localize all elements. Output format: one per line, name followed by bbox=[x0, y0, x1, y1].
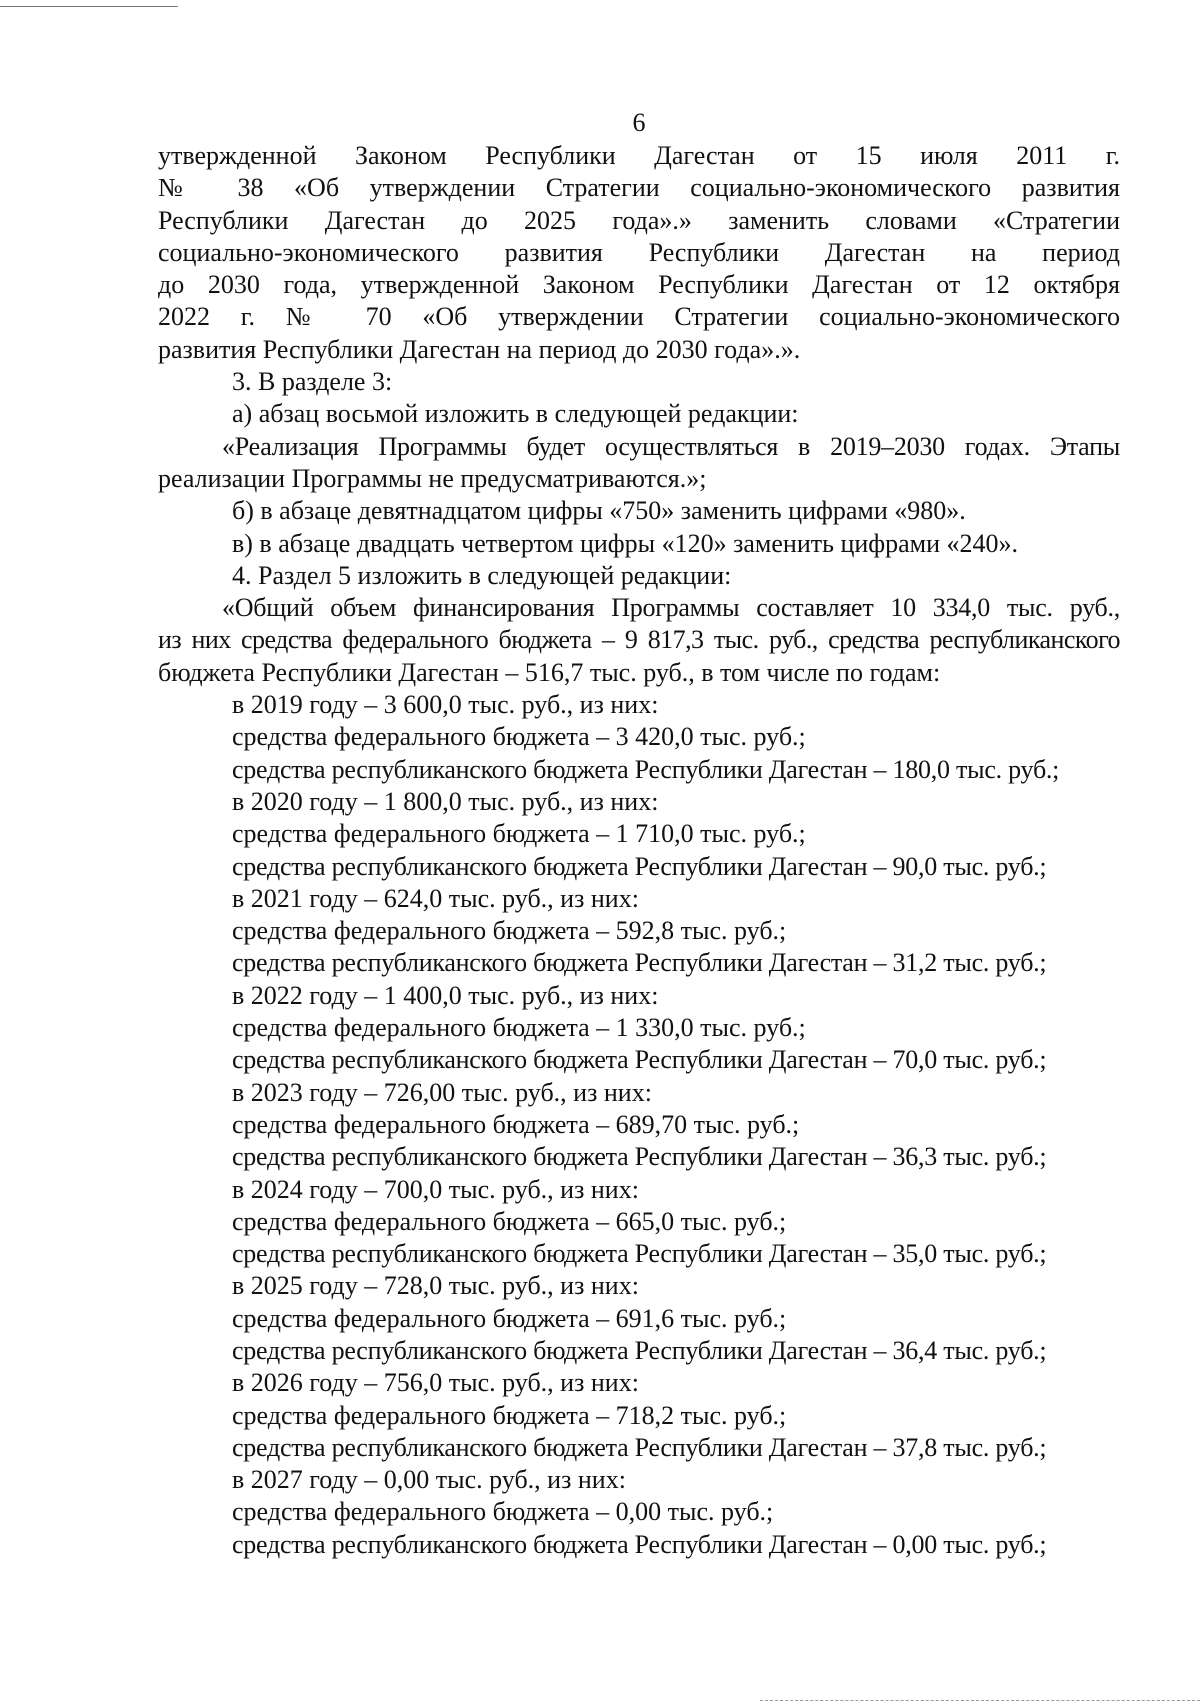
year-republic: средства республиканского бюджета Республики Дагестан – 180,0 тыс. руб.; bbox=[232, 754, 1060, 784]
year-block bbox=[158, 1270, 1120, 1367]
year-block bbox=[158, 883, 1120, 980]
year-block bbox=[158, 786, 1120, 883]
text-line: № 38 «Об утверждении Стратегии социально-экономического развития bbox=[158, 173, 1120, 203]
year-block bbox=[158, 1464, 1120, 1561]
year-block bbox=[158, 689, 1120, 786]
section-item: а) абзац восьмой изложить в следующей редакции: bbox=[232, 399, 799, 429]
year-total: в 2021 году – 624,0 тыс. руб., из них: bbox=[232, 883, 639, 913]
year-federal: средства федерального бюджета – 689,70 тыс. руб.; bbox=[232, 1109, 800, 1139]
year-total: в 2025 году – 728,0 тыс. руб., из них: bbox=[232, 1271, 639, 1301]
year-total: в 2022 году – 1 400,0 тыс. руб., из них: bbox=[232, 980, 659, 1010]
funding-total-line: бюджета Республики Дагестан – 516,7 тыс. руб., в том числе по годам: bbox=[158, 657, 941, 687]
year-block bbox=[158, 1174, 1120, 1271]
text-line: Республики Дагестан до 2025 года».» заменить словами «Стратегии bbox=[158, 205, 1120, 235]
page-number: 6 bbox=[632, 108, 646, 137]
year-total: в 2024 году – 700,0 тыс. руб., из них: bbox=[232, 1174, 639, 1204]
document-page bbox=[158, 108, 1120, 1561]
year-republic: средства республиканского бюджета Республики Дагестан – 31,2 тыс. руб.; bbox=[232, 948, 1047, 978]
year-federal: средства федерального бюджета – 1 710,0 тыс. руб.; bbox=[232, 819, 806, 849]
intro-paragraph bbox=[158, 140, 1120, 366]
year-republic: средства республиканского бюджета Республики Дагестан – 35,0 тыс. руб.; bbox=[232, 1239, 1047, 1269]
scan-edge-mark bbox=[0, 6, 178, 7]
year-total: в 2019 году – 3 600,0 тыс. руб., из них: bbox=[232, 690, 659, 720]
year-republic: средства республиканского бюджета Республики Дагестан – 37,8 тыс. руб.; bbox=[232, 1432, 1047, 1462]
year-block bbox=[158, 1367, 1120, 1464]
section-item: б) в абзаце девятнадцатом цифры «750» заменить цифрами «980». bbox=[232, 496, 966, 526]
year-republic: средства республиканского бюджета Республики Дагестан – 0,00 тыс. руб.; bbox=[232, 1529, 1047, 1559]
year-republic: средства республиканского бюджета Республики Дагестан – 90,0 тыс. руб.; bbox=[232, 851, 1047, 881]
year-federal: средства федерального бюджета – 592,8 тыс. руб.; bbox=[232, 916, 787, 946]
year-total: в 2026 году – 756,0 тыс. руб., из них: bbox=[232, 1368, 639, 1398]
year-federal: средства федерального бюджета – 0,00 тыс. руб.; bbox=[232, 1497, 774, 1527]
year-republic: средства республиканского бюджета Республики Дагестан – 36,4 тыс. руб.; bbox=[232, 1335, 1047, 1365]
year-federal: средства федерального бюджета – 1 330,0 тыс. руб.; bbox=[232, 1013, 806, 1043]
section-4 bbox=[158, 560, 1120, 1561]
text-line: развития Республики Дагестан на период до 2030 года».». bbox=[158, 334, 801, 364]
text-line: 2022 г. № 70 «Об утверждении Стратегии социально-экономического bbox=[158, 302, 1120, 332]
year-republic: средства республиканского бюджета Республики Дагестан – 70,0 тыс. руб.; bbox=[232, 1045, 1047, 1075]
year-federal: средства федерального бюджета – 3 420,0 тыс. руб.; bbox=[232, 722, 806, 752]
section-heading: 4. Раздел 5 изложить в следующей редакции: bbox=[232, 560, 732, 590]
year-federal: средства федерального бюджета – 665,0 тыс. руб.; bbox=[232, 1206, 787, 1236]
section-3 bbox=[158, 366, 1120, 560]
year-block bbox=[158, 980, 1120, 1077]
funding-total-line: «Общий объем финансирования Программы составляет 10 334,0 тыс. руб., bbox=[222, 593, 1120, 623]
year-federal: средства федерального бюджета – 718,2 тыс. руб.; bbox=[232, 1400, 787, 1430]
text-line: утвержденной Законом Республики Дагестан от 15 июля 2011 г. bbox=[158, 141, 1120, 170]
year-federal: средства федерального бюджета – 691,6 тыс. руб.; bbox=[232, 1303, 787, 1333]
section-heading: 3. В разделе 3: bbox=[232, 367, 393, 397]
text-line: социально-экономического развития Республики Дагестан на период bbox=[158, 237, 1120, 267]
quote-line: «Реализация Программы будет осуществляться в 2019–2030 годах. Этапы bbox=[222, 431, 1120, 461]
year-republic: средства республиканского бюджета Республики Дагестан – 36,3 тыс. руб.; bbox=[232, 1142, 1047, 1172]
funding-total-line: из них средства федерального бюджета – 9 817,3 тыс. руб., средства республиканского bbox=[158, 625, 1120, 655]
text-line: до 2030 года, утвержденной Законом Республики Дагестан от 12 октября bbox=[158, 270, 1120, 300]
year-total: в 2027 году – 0,00 тыс. руб., из них: bbox=[232, 1465, 626, 1495]
scan-edge-mark-bottom bbox=[760, 1700, 1200, 1701]
quote-line: реализации Программы не предусматриваются.»; bbox=[158, 463, 707, 493]
year-block bbox=[158, 1077, 1120, 1174]
year-total: в 2020 году – 1 800,0 тыс. руб., из них: bbox=[232, 786, 659, 816]
year-total: в 2023 году – 726,00 тыс. руб., из них: bbox=[232, 1077, 652, 1107]
section-item: в) в абзаце двадцать четвертом цифры «120» заменить цифрами «240». bbox=[232, 528, 1019, 558]
